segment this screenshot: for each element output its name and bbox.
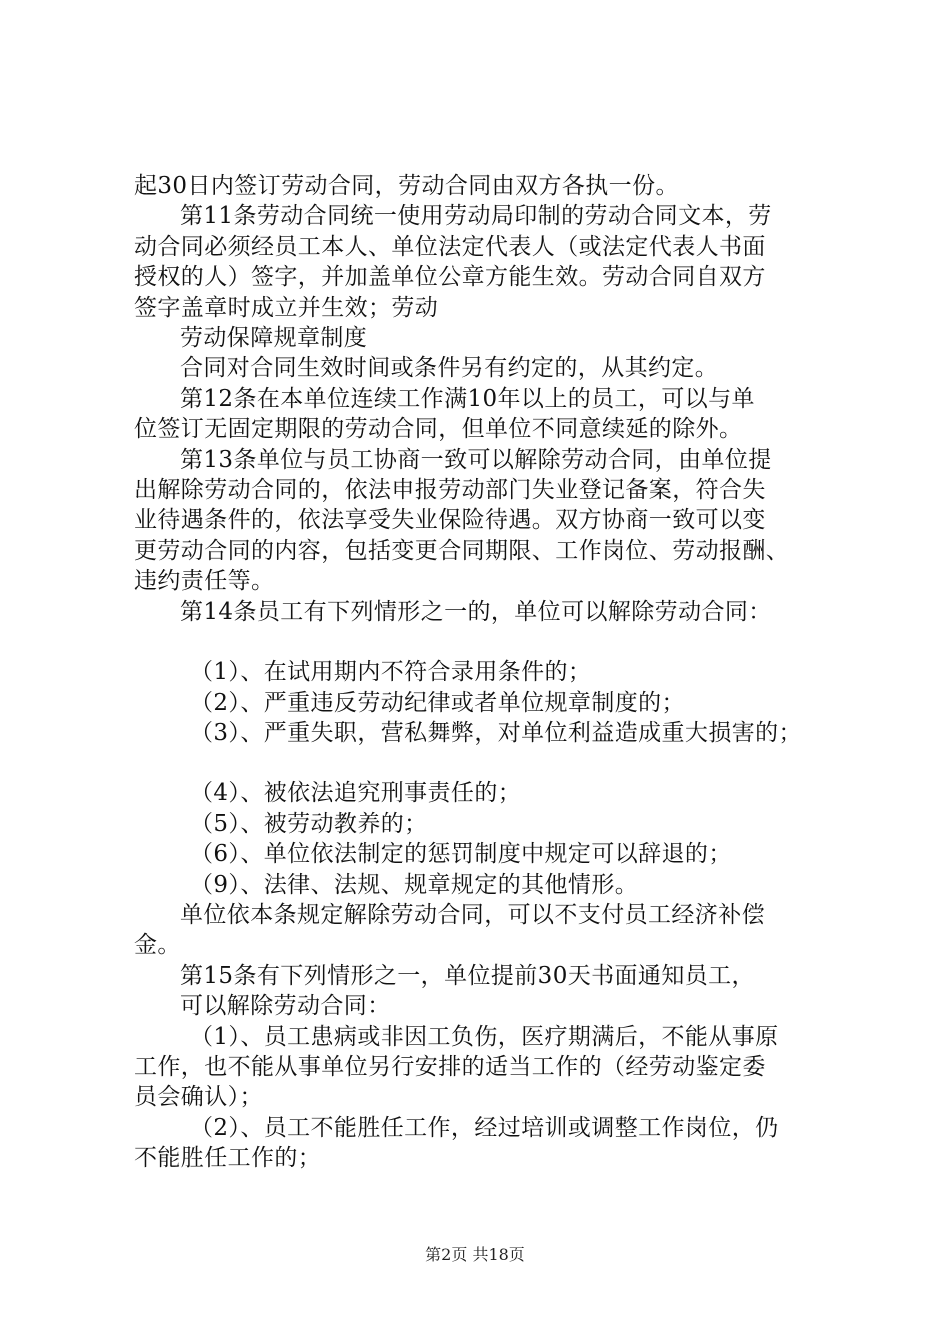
text-line: 业待遇条件的，依法享受失业保险待遇。双方协商一致可以变: [134, 507, 766, 534]
text-line: 金。: [134, 932, 181, 959]
text-line: 第14条员工有下列情形之一的，单位可以解除劳动合同：: [180, 598, 772, 625]
text-line: 出解除劳动合同的，依法申报劳动部门失业登记备案，符合失: [134, 477, 766, 504]
text-line: 合同对合同生效时间或条件另有约定的，从其约定。: [180, 355, 719, 382]
text-line: 更劳动合同的内容，包括变更合同期限、工作岗位、劳动报酬、: [134, 537, 790, 564]
list-item: （4）、被依法追究刑事责任的；: [190, 780, 522, 807]
list-item: （2）、严重违反劳动纪律或者单位规章制度的；: [190, 689, 685, 716]
text-line: 单位依本条规定解除劳动合同，可以不支付员工经济补偿: [180, 901, 765, 928]
text-line: 动合同必须经员工本人、单位法定代表人（或法定代表人书面: [134, 233, 766, 260]
text-line: 劳动保障规章制度: [180, 325, 368, 352]
text-line: 授权的人）签字，并加盖单位公章方能生效。劳动合同自双方: [134, 264, 766, 291]
text-line: 工作，也不能从事单位另行安排的适当工作的（经劳动鉴定委: [134, 1053, 766, 1080]
text-line: 第13条单位与员工协商一致可以解除劳动合同，由单位提: [180, 446, 772, 473]
body-text: [134, 171, 834, 1174]
text-line: 违约责任等。: [134, 568, 275, 595]
text-line: 可以解除劳动合同：: [180, 993, 391, 1020]
list-item: （1）、在试用期内不符合录用条件的；: [190, 659, 592, 686]
text-line: 位签订无固定期限的劳动合同，但单位不同意续延的除外。: [134, 416, 743, 443]
list-item: （1）、员工患病或非因工负伤，医疗期满后，不能从事原: [190, 1023, 779, 1050]
text-line: 签字盖章时成立并生效；劳动: [134, 294, 439, 321]
list-item: （6）、单位依法制定的惩罚制度中规定可以辞退的；: [190, 841, 732, 868]
text-line: 不能胜任工作的；: [134, 1145, 322, 1172]
text-line: 第15条有下列情形之一，单位提前30天书面通知员工，: [180, 962, 755, 989]
text-line: 员会确认）；: [134, 1084, 263, 1111]
list-item: （9）、法律、法规、规章规定的其他情形。: [190, 871, 639, 898]
list-item: （5）、被劳动教养的；: [190, 810, 428, 837]
text-line: 起30日内签订劳动合同，劳动合同由双方各执一份。: [134, 173, 679, 199]
text-line: 第11条劳动合同统一使用劳动局印制的劳动合同文本，劳: [180, 203, 772, 230]
list-item: （2）、员工不能胜任工作，经过培训或调整工作岗位，仍: [190, 1114, 779, 1141]
list-item: （3）、严重失职，营私舞弊，对单位利益造成重大损害的；: [190, 719, 802, 746]
page-footer: 第2页 共18页: [425, 1245, 525, 1264]
text-line: 第12条在本单位连续工作满10年以上的员工，可以与单: [180, 385, 755, 412]
